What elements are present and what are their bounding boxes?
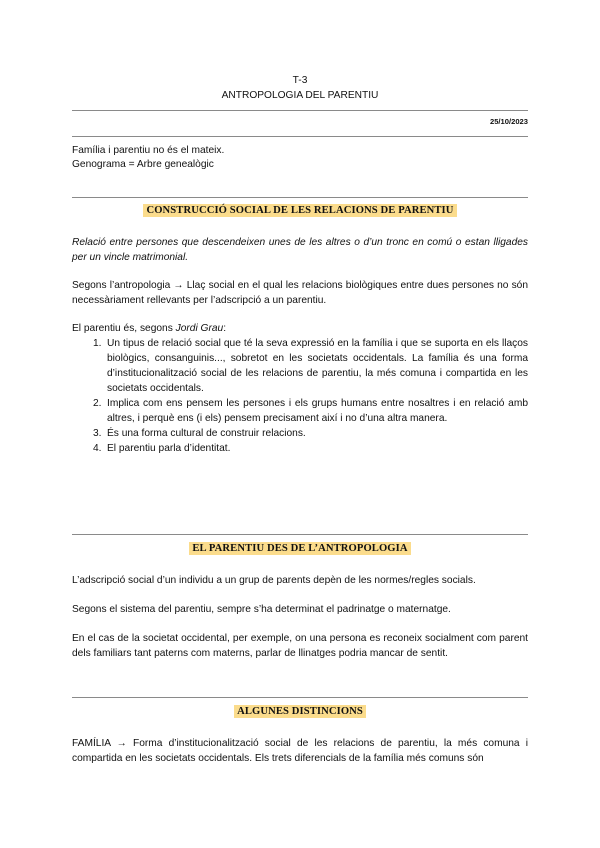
heading-highlight: EL PARENTIU DES DE L’ANTROPOLOGIA [189,542,410,555]
intro-line-2: Genograma = Arbre genealògic [72,159,214,170]
list-number: 1. [93,338,102,349]
parentiu-list [72,336,528,456]
document-date: 25/10/2023 [489,117,528,126]
divider [72,197,528,198]
document-title: ANTROPOLOGIA DEL PARENTIU [221,90,379,101]
list-item [72,396,528,426]
intro-line-1: Família i parentiu no és el mateix. [72,145,225,156]
topic-code: T-3 [292,75,308,86]
definition-paragraph [72,235,528,265]
list-item-text: Un tipus de relació social que té la seva expressió en la família i que se suporta en els llaços biològics, consanguinis..., sobretot en les societats occidentals. La família és una forma d’institucionalització social de les relacions de parentiu, la més comuna i compartida en les societats occidentals. [107,338,528,394]
list-number: 2. [93,398,102,409]
heading-highlight: CONSTRUCCIÓ SOCIAL DE LES RELACIONS DE PARENTIU [143,204,456,217]
grau-intro [72,321,528,336]
list-item [72,336,528,396]
list-item-text: El parentiu parla d’identitat. [107,443,231,454]
section-heading-construccio [0,205,600,216]
grau-prefix: El parentiu és, segons [72,323,176,334]
divider [72,697,528,698]
section-heading-antropologia [0,543,600,554]
list-item [72,426,528,441]
familia-paragraph: FAMÍLIA → Forma d’institucionalització social de les relacions de parentiu, la més comuna i compartida en les societats occidentals. Els trets diferencials de la família més comuns són [72,738,528,764]
divider [72,110,528,111]
list-item-text: Implica com ens pensem les persones i els grups humans entre nosaltres i en relació amb altres, i perquè ens (i els) pensem precisament així i no d’una altra manera. [107,398,528,424]
section-heading-distincions [0,706,600,717]
author-name: Jordi Grau [175,323,224,334]
anthropology-paragraph: Segons l’antropologia → Llaç social en el qual les relacions biològiques entre dues persones no són necessàriament rellevants per l’adscripció a un parentiu. [72,280,528,306]
paragraph: Segons el sistema del parentiu, sempre s’ha determinat el padrinatge o maternatge. [72,604,451,615]
list-number: 4. [93,443,102,454]
divider [72,136,528,137]
paragraph: L’adscripció social d’un individu a un grup de parents depèn de les normes/regles socials. [72,575,476,586]
heading-highlight: ALGUNES DISTINCIONS [234,705,366,718]
list-number: 3. [93,428,102,439]
paragraph: En el cas de la societat occidental, per exemple, on una persona es reconeix socialment com parent dels familiars tant paterns com materns, parlar de llinatges podria mancar de sentit. [72,633,528,659]
list-item [72,441,528,456]
definition-text: Relació entre persones que descendeixen unes de les altres o d’un tronc en comú o estan lligades per un vincle matrimonial. [72,237,528,263]
list-item-text: És una forma cultural de construir relacions. [107,428,306,439]
grau-suffix: : [223,323,227,334]
divider [72,534,528,535]
